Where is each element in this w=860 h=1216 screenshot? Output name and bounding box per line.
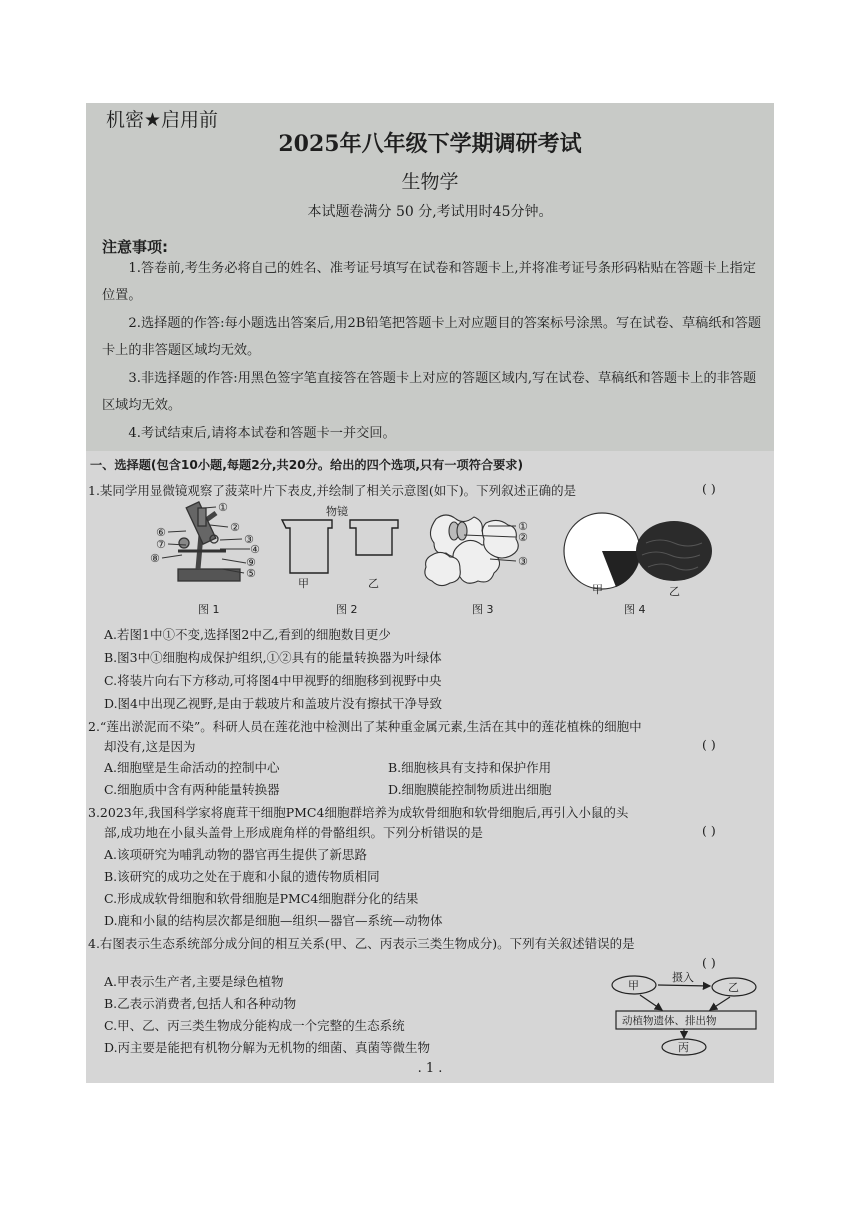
answer-paren: ( ) [702,955,716,970]
label-3: ③ [244,533,254,546]
microscope-figure [178,502,240,581]
q3-option-b: B.该研究的成功之处在于鹿和小鼠的遗传物质相同 [104,869,380,884]
question-3-stem-cont: 部,成功地在小鼠头盖骨上形成鹿角样的骨骼组织。下列分析错误的是 [104,825,483,840]
q4-option-b: B.乙表示消费者,包括人和各种动物 [104,996,297,1011]
fig2-jia: 甲 [298,577,309,590]
section-title: 一、选择题(包含10小题,每题2分,共20分。给出的四个选项,只有一项符合要求) [90,458,524,472]
exam-title: 2025年八年级下学期调研考试 [278,131,582,157]
q2-option-c: C.细胞质中含有两种能量转换器 [104,782,280,797]
label-1: ① [218,501,228,514]
q1-option-a: A.若图1中①不变,选择图2中乙,看到的细胞数目更少 [104,627,391,642]
label-8: ⑧ [150,552,160,565]
diagram-yi: 乙 [728,981,739,994]
q3-option-a: A.该项研究为哺乳动物的器官再生提供了新思路 [104,847,368,862]
score-line: 本试题卷满分 50 分,考试用时45分钟。 [307,204,553,220]
diagram-bing: 丙 [678,1041,689,1054]
question-1-stem: 1.某同学用显微镜观察了菠菜叶片下表皮,并绘制了相关示意图(如下)。下列叙述正确的是 [88,483,577,498]
notice-item: 2.选择题的作答:每小题选出答案后,用2B铅笔把答题卡上对应题目的答案标号涂黑。写在试卷、草稿纸和答题卡上的非答题区域均无效。 [102,316,762,358]
label-9: ⑨ [246,556,256,569]
question-3-stem: 3.2023年,我国科学家将鹿茸干细胞PMC4细胞群培养为成软骨细胞和软骨细胞后,再引入小鼠的头 [88,805,629,820]
q3-option-c: C.形成成软骨细胞和软骨细胞是PMC4细胞群分化的结果 [104,891,419,906]
q1-option-d: D.图4中出现乙视野,是由于载玻片和盖玻片没有擦拭干净导致 [104,696,442,711]
objective-label: 物镜 [326,505,348,518]
fig2-yi: 乙 [368,577,379,590]
confidential-mark: 机密★启用前 [106,109,219,131]
notice-title: 注意事项: [102,238,168,256]
q4-option-c: C.甲、乙、丙三类生物成分能构成一个完整的生态系统 [104,1018,405,1033]
answer-paren: ( ) [702,823,716,838]
question-2-stem-cont: 却没有,这是因为 [104,739,196,754]
q1-option-c: C.将装片向右下方移动,可将图4中甲视野的细胞移到视野中央 [104,673,442,688]
label-4: ④ [250,543,260,556]
diagram-eat: 摄入 [672,971,694,984]
label-6: ⑥ [156,526,166,539]
q1-option-b: B.图3中①细胞构成保护组织,①②具有的能量转换器为叶绿体 [104,650,442,665]
q4-option-a: A.甲表示生产者,主要是绿色植物 [104,974,284,989]
fig2-caption: 图 2 [336,603,358,616]
q2-option-a: A.细胞壁是生命活动的控制中心 [104,760,280,775]
subject-title: 生物学 [401,171,459,193]
diagram-jia: 甲 [628,979,639,992]
label-5: ⑤ [246,567,256,580]
fig3-label-3: ③ [518,555,528,568]
label-7: ⑦ [156,538,166,551]
fig3-label-1: ① [518,520,528,533]
view-figure [564,513,712,589]
fig1-caption: 图 1 [198,603,220,616]
question-4-stem: 4.右图表示生态系统部分成分间的相互关系(甲、乙、丙表示三类生物成分)。下列有关叙述错误的是 [88,936,635,951]
notice-item: 4.考试结束后,请将本试卷和答题卡一并交回。 [128,426,396,441]
diagram-box: 动植物遗体、排出物 [622,1015,717,1027]
q2-option-d: D.细胞膜能控制物质进出细胞 [388,782,552,797]
q4-option-d: D.丙主要是能把有机物分解为无机物的细菌、真菌等微生物 [104,1040,431,1055]
objective-figure [282,520,398,573]
question-2-stem: 2.“莲出淤泥而不染”。科研人员在莲花池中检测出了某种重金属元素,生活在其中的莲花植株的细胞中 [88,719,642,734]
ecosystem-diagram [606,971,766,1061]
page-number: . 1 . [417,1061,443,1076]
fig4-caption: 图 4 [624,603,646,616]
question-1-figures [86,103,774,623]
fig4-yi: 乙 [669,585,680,598]
fig3-label-2: ② [518,531,528,544]
exam-page [86,103,774,1083]
fig3-caption: 图 3 [472,603,494,616]
fig4-jia: 甲 [592,583,603,596]
notice-item: 3.非选择题的作答:用黑色签字笔直接答在答题卡上对应的答题区域内,写在试卷、草稿纸和答题卡上的非答题区域均无效。 [102,371,757,413]
q3-option-d: D.鹿和小鼠的结构层次都是细胞—组织—器官—系统—动物体 [104,913,443,928]
answer-paren: ( ) [702,737,716,752]
answer-paren: ( ) [702,481,716,496]
q2-option-b: B.细胞核具有支持和保护作用 [388,760,552,775]
notice-item: 1.答卷前,考生务必将自己的姓名、准考证号填写在试卷和答题卡上,并将准考证号条形码粘贴在答题卡上指定位置。 [102,261,756,303]
label-2: ② [230,521,240,534]
